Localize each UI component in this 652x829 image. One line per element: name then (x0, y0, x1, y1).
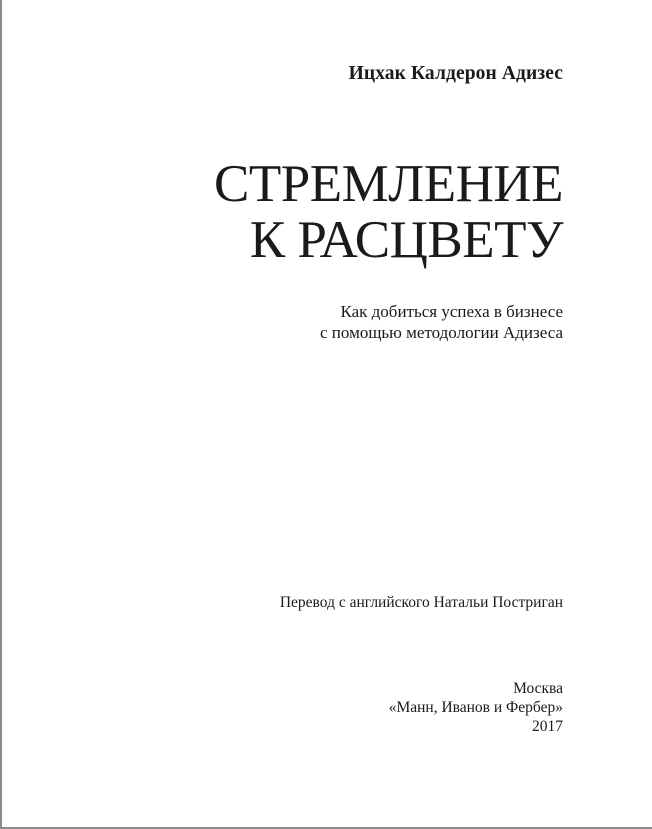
book-subtitle-line-2: с помощью методологии Адизеса (320, 323, 563, 342)
book-title-line-2: К РАСЦВЕТУ (249, 211, 563, 269)
imprint-city: Москва (513, 680, 563, 697)
book-subtitle-line-1: Как добиться успеха в бизнесе (340, 302, 563, 321)
translator-credit: Перевод с английского Натальи Постриган (279, 594, 563, 611)
book-title (214, 156, 563, 268)
imprint-year: 2017 (532, 718, 563, 735)
book-subtitle (320, 301, 563, 343)
book-title-line-1: СТРЕМЛЕНИЕ (214, 155, 563, 213)
imprint-publisher: «Манн, Иванов и Фербер» (388, 699, 563, 716)
publisher-imprint (389, 679, 563, 736)
author-name: Ицхак Калдерон Адизес (348, 63, 563, 84)
